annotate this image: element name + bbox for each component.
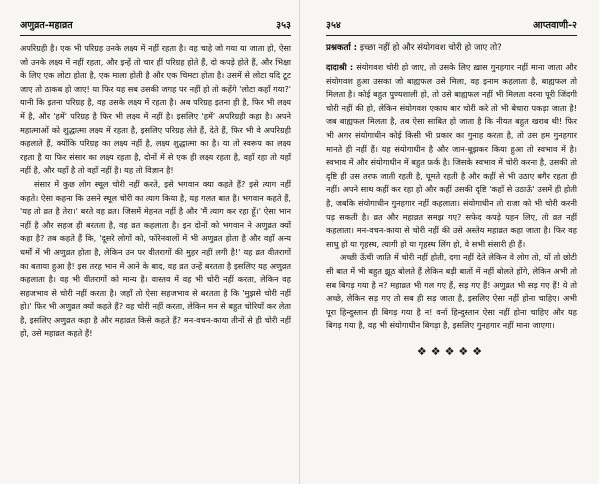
section-end-ornament: ❖❖❖❖❖ <box>416 344 487 358</box>
right-running-header <box>326 20 577 36</box>
answer-block <box>326 61 577 251</box>
question-speaker: प्रश्नकर्ता : <box>326 43 358 53</box>
right-page <box>300 0 599 484</box>
left-header-title: अणुव्रत-महाव्रत <box>20 20 73 31</box>
left-page-number: ३५३ <box>276 20 291 31</box>
question-text: इच्छा नहीं हो और संयोगवश चोरी हो जाए तो? <box>359 43 502 53</box>
closing-paragraph: अच्छी ऊँची जाति में चोरी नहीं होती, दगा नहीं देते लेकिन वे लोग तो, यों तो छोटी सी बात में भी बहुत झूठ बोलते हैं लेकिन बड़ी बातों में नहीं बोलते होंगे, लेकिन अभी तो सब बिगड़ गया है न? महाव्रत भी गल गए हैं, सड़ गए हैं! अणुव्रत भी सड़ गए हैं! ये तो अच्छे, लेकिन सड़ गए तो सब ही सड़ जाता है, इसलिए ऐसा नहीं होना चाहिए। अभी पूरा हिन्दुस्तान ही बिगड़ गया है न! वर्ना हिन्दुस्तान ऐसा नहीं होना चाहिए और यह बिगड़ गया है, वह भी संयोगाधीन बिगड़ा है, इसलिए गुनहगार नहीं माना जाएगा। <box>326 252 577 331</box>
left-running-header <box>20 20 291 36</box>
right-header-title: आप्तवाणी-२ <box>532 20 577 31</box>
answer-text: संयोगवश चोरी हो जाए, तो उसके लिए ख़ास गुनहगार नहीं माना जाता और संयोगवश हुआ उसका जो बाह्यफल उसे मिला, वह इनाम कहलाता है, बाह्यफल तो मिलता है। कोई बहुत पुण्यशाली हो, तो उसे बाह्यफल नहीं भी मिलता वरना पूरी जिंदगी चोरी नहीं की हो, लेकिन संयोगवश एकाध बार चोरी करे तो भी बेचारा पकड़ा जाता है! जब बाह्यफल मिलता है, तब ऐसा साबित हो जाता है कि नीयत बहुत खराब थी! फिर भी अगर संयोगाधीन कोई किसी भी प्रकार का गुनाह करता है, तो उस हम गुनहगार मानते ही नहीं हैं। यह संयोगाधीन है और जान-बूझकर किया हुआ तो स्वभाव में है। स्वभाव में और संयोगाधीन में बहुत फ़र्क है। जिसके स्वभाव में चोरी करना है, उसकी तो दृष्टि ही उस तरफ जाती रहती है, घूमते रहती है और कहीं से भी उठाए बगैर रहता ही नहीं। अपने साथ कहीं कर रहा हो और कहीं उसकी दृष्टि 'कहाँ से उठाऊँ' उसमें ही होती है, जबकि संयोगाधीन गुनहगार नहीं कहलाता। संयोगाधीन तो राजा को भी चोरी करनी पड़ सकती है। व्रत और महाव्रत समझ गए? सफेद कपड़े पहन लिए, तो व्रत नहीं कहलाता। मन-वचन-काया से चोरी नहीं की उसे अस्तेय महाव्रत कहा जाता है। फिर वह साधु हो या गृहस्थ, त्यागी हो या गृहस्थ लिंग हो, वे सभी संसारी ही हैं। <box>326 62 577 249</box>
left-paragraph-1: अपरिग्रही है। एक भी परिग्रह उनके लक्ष्य में नहीं रहता है। वह चाहे जो गया या जाता हो, ऐसा जो उनके लक्ष्य में नहीं रहता, और इन्हें तो चार हीं परिग्रह होते हैं, दो कपड़े होते हैं, और भिक्षा के लिए एक लोटा होता है, एक माला होती है और एक चिमटा होता है। उसमें से लोटा यदि टूट जाए तो ठाकब हो जाए! या फिर यह सब उसकी जगह पर नहीं हो तो कहेंगे 'लोटा कहाँ गया?' यानी कि इतना परिग्रह है, वह उसके लक्ष्य में रहता है। अब परिग्रह इतना ही है, फिर भी लक्ष्य में है, और 'हमें' परिग्रह है फिर भी लक्ष्य में नहीं है। इसलिए 'हमें' अपरिग्रही कहा है। अपने महात्माओं को शुद्धात्मा लक्ष्य में रहता है, इसलिए परिग्रह लेते हैं, देते हैं, फिर भी वे अपरिग्रही कहलाते हैं, क्योंकि परिग्रह का लक्ष्य नहीं है, लक्ष्य शुद्धात्मा का है। या तो स्वरूप का लक्ष्य रहता है या फिर संसार का लक्ष्य रहता है, दोनों में से एक ही लक्ष्य रहता है, वहाँ रहा तो यहाँ नहीं है, और यहाँ है तो वहाँ नहीं है। यह तो विज्ञान है! <box>20 43 291 176</box>
right-page-number: ३५४ <box>326 20 341 31</box>
answer-speaker: दादाश्री : <box>326 62 354 72</box>
left-paragraph-2: संसार में कुछ लोग स्थूल चोरी नहीं करते, इसे भगवान क्या कहते हैं? इसे त्याग नहीं कहते। ऐसा कहना कि उसने स्थूल चोरी का त्याग किया है, यह गलत बात है। भगवान कहते हैं, 'यह तो व्रत है तेरा।' बरते वह व्रत। जिसमें मेहनत नहीं है और 'मैं त्याग कर रहा हूँ।' ऐसा भान नहीं है और सहज ही बरतता है, वह व्रत कहलाता है। इन दोनों को भगवान ने अणुव्रत क्यों कहा है? तब कहते हैं कि, 'दूसरे लोगों को, फॉरेनवालों में भी अणुव्रत होता है और वहाँ अन्य धर्मों में भी अणुव्रत होता है, लेकिन उन पर वीतरागों की मुहर नहीं लगी है!' यह व्रत वीतरागों का बताया हुआ है! इस तरह भान में आने के बाद, वह व्रत उन्हें बरतता है इसलिए यह अणुव्रत कहलाता है। वह भी वीतरागों को मान्य है। वास्तव में वह भी चोरी नहीं करता, लेकिन वह सहजभाव से चोरी नहीं करता है। जहाँ तो ऐसा सहजभाव से बरतता है कि 'मुझसे चोरी नहीं हो।' फिर भी अणुव्रत क्यों कहते हैं? वह चोरी नहीं करता, लेकिन मन से बहुत चोरियाँ कर लेता है, इसलिए अणुव्रत कहा है और महाव्रत किसे कहते हैं? मन-वचन-काया तीनों से ही चोरी नहीं हो, उसे महाव्रत कहते हैं! <box>20 178 291 339</box>
question-block <box>326 42 577 55</box>
left-page <box>0 0 299 484</box>
